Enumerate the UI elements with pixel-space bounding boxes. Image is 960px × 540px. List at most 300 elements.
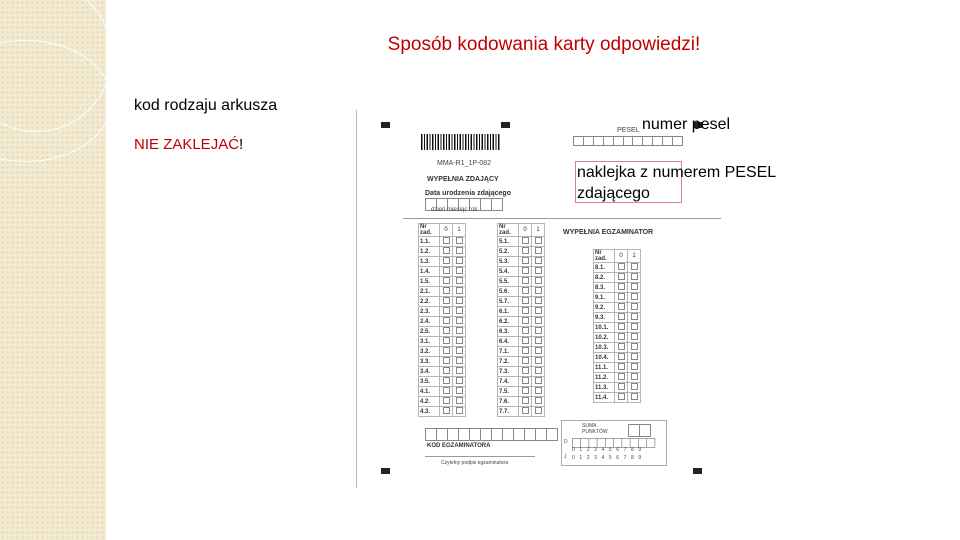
task-number: 1.1.	[419, 237, 440, 247]
table-row	[498, 277, 545, 287]
table-row	[594, 373, 641, 383]
task-number: 7.3.	[498, 367, 519, 377]
score-0-cell	[440, 347, 453, 357]
score-1-cell	[532, 327, 545, 337]
checkbox-0	[618, 323, 625, 330]
score-1-cell	[453, 357, 466, 367]
checkbox-0	[522, 407, 529, 414]
task-number: 1.3.	[419, 257, 440, 267]
task-number: 5.3.	[498, 257, 519, 267]
checkbox-1	[631, 263, 638, 270]
checkbox-0	[618, 333, 625, 340]
checkbox-1	[456, 297, 463, 304]
table-row	[498, 407, 545, 417]
score-0-cell	[615, 393, 628, 403]
score-1-cell	[532, 387, 545, 397]
checkbox-0	[443, 267, 450, 274]
checkbox-1	[631, 343, 638, 350]
score-0-cell	[519, 247, 532, 257]
sheet-code: MMA-R1_1P-082	[437, 160, 492, 167]
pesel-boxes	[573, 136, 683, 146]
task-number: 4.1.	[419, 387, 440, 397]
warning-text: NIE ZAKLEJAĆ	[134, 136, 240, 153]
score-0-cell	[519, 287, 532, 297]
checkbox-1	[631, 383, 638, 390]
score-0-cell	[615, 323, 628, 333]
score-1-cell	[532, 377, 545, 387]
checkbox-1	[535, 397, 542, 404]
score-0-cell	[519, 377, 532, 387]
score-0-cell	[440, 377, 453, 387]
table-row	[594, 273, 641, 283]
checkbox-0	[443, 357, 450, 364]
j-label: J	[564, 454, 567, 460]
table-row	[419, 407, 466, 417]
checkbox-1	[535, 407, 542, 414]
table-row	[419, 287, 466, 297]
task-number: 5.4.	[498, 267, 519, 277]
nie-zaklejac-warning	[134, 136, 243, 153]
checkbox-1	[631, 293, 638, 300]
checkbox-0	[522, 277, 529, 284]
task-number: 4.3.	[419, 407, 440, 417]
checkbox-0	[522, 397, 529, 404]
task-number: 7.5.	[498, 387, 519, 397]
checkbox-1	[456, 347, 463, 354]
task-number: 5.5.	[498, 277, 519, 287]
numer-pesel-label: numer pesel	[642, 116, 731, 133]
score-0-cell	[519, 337, 532, 347]
score-1-cell	[453, 397, 466, 407]
task-number: 10.1.	[594, 323, 615, 333]
table-row	[594, 343, 641, 353]
score-0-cell	[519, 297, 532, 307]
score-1-cell	[453, 387, 466, 397]
score-1-cell	[532, 367, 545, 377]
checkbox-1	[456, 267, 463, 274]
table-row	[498, 347, 545, 357]
task-number: 6.2.	[498, 317, 519, 327]
table-row	[498, 357, 545, 367]
task-number: 10.4.	[594, 353, 615, 363]
warning-mark: !	[239, 136, 244, 153]
checkbox-0	[618, 373, 625, 380]
score-0-cell	[519, 357, 532, 367]
task-number: 7.4.	[498, 377, 519, 387]
score-1-cell	[532, 397, 545, 407]
task-number: 1.2.	[419, 247, 440, 257]
score-1-cell	[628, 283, 641, 293]
checkbox-0	[443, 347, 450, 354]
score-1-cell	[532, 257, 545, 267]
checkbox-1	[456, 237, 463, 244]
checkbox-1	[456, 337, 463, 344]
table-row	[419, 237, 466, 247]
divider-line	[403, 218, 721, 219]
checkbox-0	[443, 377, 450, 384]
table-row	[498, 257, 545, 267]
table-row	[594, 303, 641, 313]
table-row	[419, 267, 466, 277]
score-1-cell	[453, 347, 466, 357]
score-1-cell	[628, 273, 641, 283]
checkbox-1	[631, 303, 638, 310]
checkbox-0	[443, 387, 450, 394]
score-1-cell	[532, 307, 545, 317]
task-number: 6.3.	[498, 327, 519, 337]
wypelnia-zdajacy: WYPEŁNIA ZDAJĄCY	[427, 176, 499, 183]
task-number: 6.1.	[498, 307, 519, 317]
score-0-cell	[615, 383, 628, 393]
czytelny-podpis: Czytelny podpis egzaminatora	[441, 460, 508, 466]
registration-mark	[501, 122, 510, 128]
checkbox-0	[443, 367, 450, 374]
table-row	[498, 297, 545, 307]
score-0-cell	[615, 353, 628, 363]
suma-punktow-label: SUMA PUNKTÓW	[582, 423, 608, 435]
task-number: 4.2.	[419, 397, 440, 407]
score-0-cell	[615, 283, 628, 293]
score-0-cell	[519, 257, 532, 267]
score-1-cell	[628, 383, 641, 393]
task-number: 2.2.	[419, 297, 440, 307]
score-1-cell	[453, 337, 466, 347]
checkbox-0	[522, 357, 529, 364]
score-0-cell	[519, 397, 532, 407]
checkbox-0	[618, 303, 625, 310]
score-0-cell	[440, 297, 453, 307]
naklejka-label	[577, 162, 776, 204]
score-0-cell	[440, 257, 453, 267]
task-number: 7.7.	[498, 407, 519, 417]
points-table-1	[418, 223, 466, 417]
score-1-cell	[453, 267, 466, 277]
checkbox-1	[456, 367, 463, 374]
header-1: 1	[628, 250, 641, 263]
task-number: 8.2.	[594, 273, 615, 283]
task-number: 9.3.	[594, 313, 615, 323]
table-row	[594, 263, 641, 273]
table-row	[594, 353, 641, 363]
score-0-cell	[440, 307, 453, 317]
score-0-cell	[519, 347, 532, 357]
score-0-cell	[440, 367, 453, 377]
task-number: 5.7.	[498, 297, 519, 307]
checkbox-1	[456, 357, 463, 364]
score-0-cell	[440, 397, 453, 407]
score-0-cell	[519, 267, 532, 277]
checkbox-1	[631, 283, 638, 290]
task-number: 3.5.	[419, 377, 440, 387]
score-1-cell	[532, 317, 545, 327]
task-number: 8.1.	[594, 263, 615, 273]
d-label: D	[564, 439, 568, 445]
naklejka-line-2: zdającego	[577, 185, 650, 202]
score-0-cell	[440, 387, 453, 397]
checkbox-0	[522, 267, 529, 274]
slide-title: Sposób kodowania karty odpowiedzi!	[387, 34, 701, 55]
score-0-cell	[615, 363, 628, 373]
task-number: 9.1.	[594, 293, 615, 303]
table-row	[419, 337, 466, 347]
header-nr: Nr zad.	[594, 250, 615, 263]
registration-mark	[381, 122, 390, 128]
score-1-cell	[453, 327, 466, 337]
table-row	[498, 317, 545, 327]
checkbox-1	[535, 247, 542, 254]
checkbox-1	[456, 307, 463, 314]
checkbox-0	[443, 397, 450, 404]
table-row	[419, 277, 466, 287]
checkbox-0	[522, 307, 529, 314]
checkbox-0	[618, 363, 625, 370]
checkbox-1	[631, 353, 638, 360]
score-1-cell	[628, 373, 641, 383]
score-0-cell	[440, 407, 453, 417]
score-0-cell	[440, 327, 453, 337]
kod-egzaminatora-label: KOD EGZAMINATORA	[427, 443, 491, 449]
checkbox-1	[631, 313, 638, 320]
table-row	[498, 247, 545, 257]
table-row	[594, 393, 641, 403]
checkbox-1	[535, 267, 542, 274]
suma-punktow-box	[561, 420, 667, 466]
table-row	[419, 297, 466, 307]
checkbox-1	[535, 387, 542, 394]
decorative-side-panel	[0, 0, 106, 540]
score-1-cell	[453, 297, 466, 307]
checkbox-1	[535, 327, 542, 334]
table-header-row	[498, 224, 545, 237]
task-number: 3.4.	[419, 367, 440, 377]
table-row	[498, 367, 545, 377]
checkbox-0	[443, 287, 450, 294]
header-nr: Nr zad.	[498, 224, 519, 237]
task-number: 7.1.	[498, 347, 519, 357]
task-number: 10.3.	[594, 343, 615, 353]
checkbox-0	[522, 337, 529, 344]
task-number: 7.2.	[498, 357, 519, 367]
score-0-cell	[440, 317, 453, 327]
header-1: 1	[532, 224, 545, 237]
checkbox-0	[618, 343, 625, 350]
score-1-cell	[628, 343, 641, 353]
score-1-cell	[453, 367, 466, 377]
task-number: 7.6.	[498, 397, 519, 407]
checkbox-1	[456, 397, 463, 404]
checkbox-1	[631, 323, 638, 330]
score-0-cell	[519, 317, 532, 327]
score-1-cell	[453, 247, 466, 257]
table-row	[419, 327, 466, 337]
score-1-cell	[532, 337, 545, 347]
score-0-cell	[615, 373, 628, 383]
task-number: 11.3.	[594, 383, 615, 393]
checkbox-1	[535, 257, 542, 264]
checkbox-1	[535, 277, 542, 284]
score-0-cell	[615, 293, 628, 303]
task-number: 3.1.	[419, 337, 440, 347]
task-number: 3.3.	[419, 357, 440, 367]
task-number: 6.4.	[498, 337, 519, 347]
task-number: 2.5.	[419, 327, 440, 337]
checkbox-1	[535, 287, 542, 294]
table-row	[594, 333, 641, 343]
score-1-cell	[628, 353, 641, 363]
task-number: 3.2.	[419, 347, 440, 357]
checkbox-0	[522, 327, 529, 334]
score-1-cell	[453, 377, 466, 387]
score-0-cell	[519, 367, 532, 377]
score-1-cell	[628, 333, 641, 343]
table-row	[594, 313, 641, 323]
header-0: 0	[519, 224, 532, 237]
data-urodzenia-label: Data urodzenia zdającego	[425, 190, 511, 197]
score-0-cell	[440, 337, 453, 347]
checkbox-1	[535, 377, 542, 384]
table-row	[498, 337, 545, 347]
task-number: 5.6.	[498, 287, 519, 297]
checkbox-0	[443, 247, 450, 254]
score-1-cell	[628, 313, 641, 323]
table-row	[419, 307, 466, 317]
table-row	[498, 327, 545, 337]
checkbox-1	[535, 337, 542, 344]
checkbox-0	[522, 257, 529, 264]
checkbox-0	[443, 257, 450, 264]
checkbox-1	[535, 367, 542, 374]
checkbox-0	[443, 327, 450, 334]
score-0-cell	[440, 287, 453, 297]
task-number: 8.3.	[594, 283, 615, 293]
checkbox-0	[618, 273, 625, 280]
score-1-cell	[628, 323, 641, 333]
suma-boxes	[628, 424, 651, 437]
table-header-row	[419, 224, 466, 237]
score-0-cell	[440, 237, 453, 247]
score-0-cell	[519, 387, 532, 397]
table-row	[498, 237, 545, 247]
table-row	[419, 247, 466, 257]
checkbox-1	[631, 393, 638, 400]
checkbox-1	[535, 317, 542, 324]
checkbox-0	[522, 387, 529, 394]
checkbox-1	[456, 407, 463, 414]
table-row	[498, 307, 545, 317]
registration-mark	[693, 468, 702, 474]
checkbox-1	[631, 273, 638, 280]
score-1-cell	[453, 287, 466, 297]
checkbox-1	[535, 297, 542, 304]
checkbox-0	[522, 347, 529, 354]
score-0-cell	[440, 357, 453, 367]
score-0-cell	[440, 267, 453, 277]
checkbox-1	[456, 327, 463, 334]
table-row	[419, 317, 466, 327]
checkbox-1	[631, 373, 638, 380]
checkbox-0	[522, 377, 529, 384]
score-0-cell	[440, 277, 453, 287]
score-0-cell	[615, 263, 628, 273]
score-1-cell	[532, 267, 545, 277]
checkbox-0	[443, 307, 450, 314]
checkbox-1	[535, 307, 542, 314]
score-1-cell	[532, 357, 545, 367]
score-0-cell	[519, 327, 532, 337]
table-row	[419, 377, 466, 387]
table-row	[594, 323, 641, 333]
checkbox-1	[456, 387, 463, 394]
checkbox-1	[535, 347, 542, 354]
pesel-label: PESEL	[617, 127, 640, 134]
task-number: 5.1.	[498, 237, 519, 247]
score-1-cell	[532, 287, 545, 297]
checkbox-1	[631, 333, 638, 340]
score-0-cell	[615, 273, 628, 283]
task-number: 10.2.	[594, 333, 615, 343]
registration-mark	[381, 468, 390, 474]
task-number: 2.1.	[419, 287, 440, 297]
table-row	[498, 287, 545, 297]
table-row	[419, 257, 466, 267]
d-digits: 0 1 2 3 4 5 6 7 8 9	[572, 447, 643, 453]
checkbox-1	[456, 287, 463, 294]
score-1-cell	[532, 277, 545, 287]
score-1-cell	[628, 263, 641, 273]
checkbox-0	[618, 293, 625, 300]
table-row	[419, 357, 466, 367]
table-header-row	[594, 250, 641, 263]
checkbox-0	[522, 237, 529, 244]
checkbox-1	[456, 257, 463, 264]
score-1-cell	[453, 307, 466, 317]
points-table-2	[497, 223, 545, 417]
table-row	[419, 397, 466, 407]
table-row	[594, 293, 641, 303]
score-1-cell	[532, 347, 545, 357]
header-0: 0	[440, 224, 453, 237]
checkbox-0	[522, 297, 529, 304]
checkbox-0	[443, 337, 450, 344]
score-1-cell	[453, 257, 466, 267]
task-number: 2.3.	[419, 307, 440, 317]
table-row	[498, 397, 545, 407]
score-0-cell	[519, 307, 532, 317]
task-number: 11.2.	[594, 373, 615, 383]
score-1-cell	[453, 317, 466, 327]
score-1-cell	[628, 303, 641, 313]
score-0-cell	[615, 343, 628, 353]
checkbox-0	[618, 263, 625, 270]
checkbox-0	[618, 353, 625, 360]
barcode	[421, 134, 501, 150]
table-row	[498, 387, 545, 397]
header-nr: Nr zad.	[419, 224, 440, 237]
task-number: 11.4.	[594, 393, 615, 403]
checkbox-1	[535, 237, 542, 244]
checkbox-1	[631, 363, 638, 370]
checkbox-1	[456, 277, 463, 284]
task-number: 5.2.	[498, 247, 519, 257]
checkbox-1	[456, 317, 463, 324]
score-1-cell	[532, 297, 545, 307]
checkbox-0	[443, 317, 450, 324]
score-1-cell	[628, 393, 641, 403]
kod-rodzaju-arkusza-label: kod rodzaju arkusza	[134, 97, 278, 114]
score-1-cell	[532, 407, 545, 417]
j-digits: 0 1 2 3 4 5 6 7 8 9	[572, 455, 643, 461]
checkbox-0	[443, 237, 450, 244]
